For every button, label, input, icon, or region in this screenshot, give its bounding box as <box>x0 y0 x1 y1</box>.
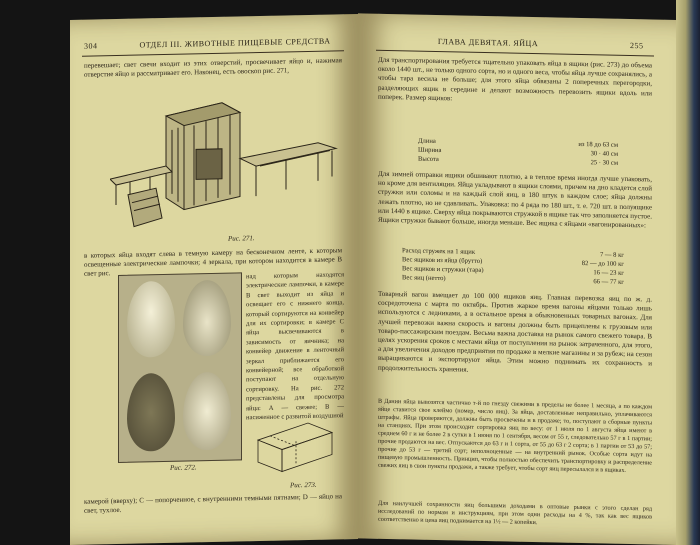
dim-row: Ширина 30 · 40 см <box>418 146 618 158</box>
egg-fresh-photo <box>127 281 175 358</box>
left-page-number: 304 <box>84 41 98 51</box>
left-text-side: над которым находятся электрические лампочки, в камере В свет выходит из яйца и освещает его с нижнего конца, который сортируются на конвейер для их сортировки; в камере С яйца высвечиваются в зависимость от яичника; на конвейер движение в ленточный зеркал приближается его конвейерной; все обработкой поступают на отдельную сортировку. На рис. 272 представлены для просмотра яйца: А — свежее; В — насиженное с развитой воздушной <box>246 271 344 422</box>
egg-spoiled-photo <box>127 373 175 452</box>
figure-271-caption: Рис. 271. <box>228 234 255 243</box>
right-text-p4: В Дании яйца вывозятся частично т-й по гнезду свежими в пределы не более 1 месяца, а по каждом яйце ставится свое клеймо (номер, число яиц). За яйца, доставленные неправильно, уплачиваются штрафы. Яйца проверяются, должны быть просвечены и в продаже; то, поступают в сборные пункты на станциях. При этом происходит сортировка яиц по весу: от 1 июля по 1 августа яйца имеют в среднем 60 г и не более 2 в сутки в 1 июня по 1 сентября, весом от 55 г, следовательно 57 г в 1 партии; прочие продаются на вес. Отпускаются до 63 г и 1 сорта, от 55 до 63 г 2 сорта; в 1 партии от 53 до 57; прочие до 53 г — третий сорт; неполноценные — на внутренний рынок. Особые сорта идут на пищевую промышленность. Принцип, чтобы полностью обеспечить транспортировку и распределение свежих яиц в свои пункты продажи, а также требует, чтобы сорт яиц пересылался и в ящиках. <box>378 397 652 474</box>
left-page <box>70 14 358 545</box>
crate-weights-table <box>402 246 624 287</box>
weight-row: Вес ящиков из яйца (брутто) 82 — до 100 кг <box>402 256 624 268</box>
right-text-p1: Для транспортирования требуется тщательно упаковать яйца в ящики (рис. 273) до объема около 1440 шт., не только одного сорта, но и одного веса, чтобы яйца лучше сохранялись, а чтобы тара весила не больше; для этого яйца обвязаны 2 поперечных перегородки, разделяющих ящик в середине и делают возможность перевозить ящики вдоль или поперек. Размер ящиков: <box>378 55 652 103</box>
figure-271-ovoscope-drawing <box>110 82 340 237</box>
right-page <box>358 13 676 545</box>
right-header-rule <box>376 50 654 57</box>
weight-row: Расход стружек на 1 ящик 7 — 8 кг <box>402 247 624 259</box>
egg-incubated-photo <box>183 280 231 357</box>
left-header-rule <box>82 50 344 56</box>
book-fore-edge <box>676 0 700 545</box>
left-text-mid: в которых яйца входят слева в темную камеру на бесконечном ленте, к которым освещенные электрические лампочки; 4 зеркала, при котором находится в камере В свет рис. <box>84 246 342 279</box>
right-text-p5: Для наилучшей сохранности яиц большими доходами в оптовые рынки с этого сделан ряд исследований по нормам и инструкциям, при этом одни расходы на 4 %, так как вес ящиков соответственно и цена яиц поднимается на 1½ — 2 копейки. <box>378 499 652 527</box>
left-running-head: ОТДЕЛ III. ЖИВОТНЫЕ ПИЩЕВЫЕ СРЕДСТВА <box>139 36 331 50</box>
right-page-number: 255 <box>630 41 644 51</box>
figure-273-caption: Рис. 273. <box>290 480 317 490</box>
figure-273-crate-sketch <box>248 412 344 480</box>
figure-272-caption: Рис. 272. <box>170 463 197 472</box>
egg-rotten-photo <box>183 372 231 451</box>
right-running-head: ГЛАВА ДЕВЯТАЯ. ЯЙЦА <box>437 37 539 49</box>
crate-dimensions-table <box>418 137 618 168</box>
left-text-bottom: камерой (вверху); С — попорченное, с внутренними темными пятнами; D — яйцо на свет, тухлое. <box>84 492 342 515</box>
left-text-top: перевешает; свет свечи входит из этих отверстий, просвечивает яйцо и, нажимая отверстие яйцо и рассматривает его. Наконец, есть овоскоп рис. 271, <box>84 56 342 79</box>
figure-272-egg-photos <box>118 272 242 463</box>
right-text-p2: Для зимней отправки ящики обшивают плотно, а в теплое время иногда лучше упаковать, но кроме для вентиляции. Яйца укладывают в ящики слоями, причем на дно кладется слой стружки или соломы и на каждый слой яиц, в 180 штук в каждом слое; яйца должны лежать плотно, но не сдавливать. Упаковка: по 4 ряда по 180 шт., т. е. 720 шт. в полуящике или 1440 в ящике. Сверху яйца покрываются стружкой в ящике так что заполняется пустое. Ящики стружки бывают больше, иногда меньше. Вес ящика с яйцами «вагонированных»: <box>378 169 652 230</box>
weight-row: Вес ящиков и стружки (тара) 16 — 23 кг <box>402 265 624 277</box>
dim-row: Высота 25 · 30 см <box>418 155 618 167</box>
dim-row: Длина из 18 до 63 см <box>418 137 618 149</box>
weight-row: Вес яиц (нетто) 66 — 77 кг <box>402 274 624 286</box>
right-text-p3: Товарный вагон вмещает до 100 000 ящиков яиц. Главная перевозка яиц по ж. д. сосредоточена с марта по октябрь. Против жаркое время вагоны яйцами только лишь используются с ледниками, а в остальное время в обыкновенных товарных вагонах. Для лучшей перевозки важна скорость и вагоны должны быть прицеплены к грузовым или товаро-пассажирским поездам. Весьма важна доставка на рынок самого свежего товара. В целях ускорения сроков с местами яйца от поступления на рынок затраченного, для этого, а для увеличения доходов предприятия по продаже в мелкие магазины и за рубеж; на сезон выращиваются и экспортируют яйца. Этим можно поднимать их сохранность и продолжительность хранения. <box>378 289 652 374</box>
